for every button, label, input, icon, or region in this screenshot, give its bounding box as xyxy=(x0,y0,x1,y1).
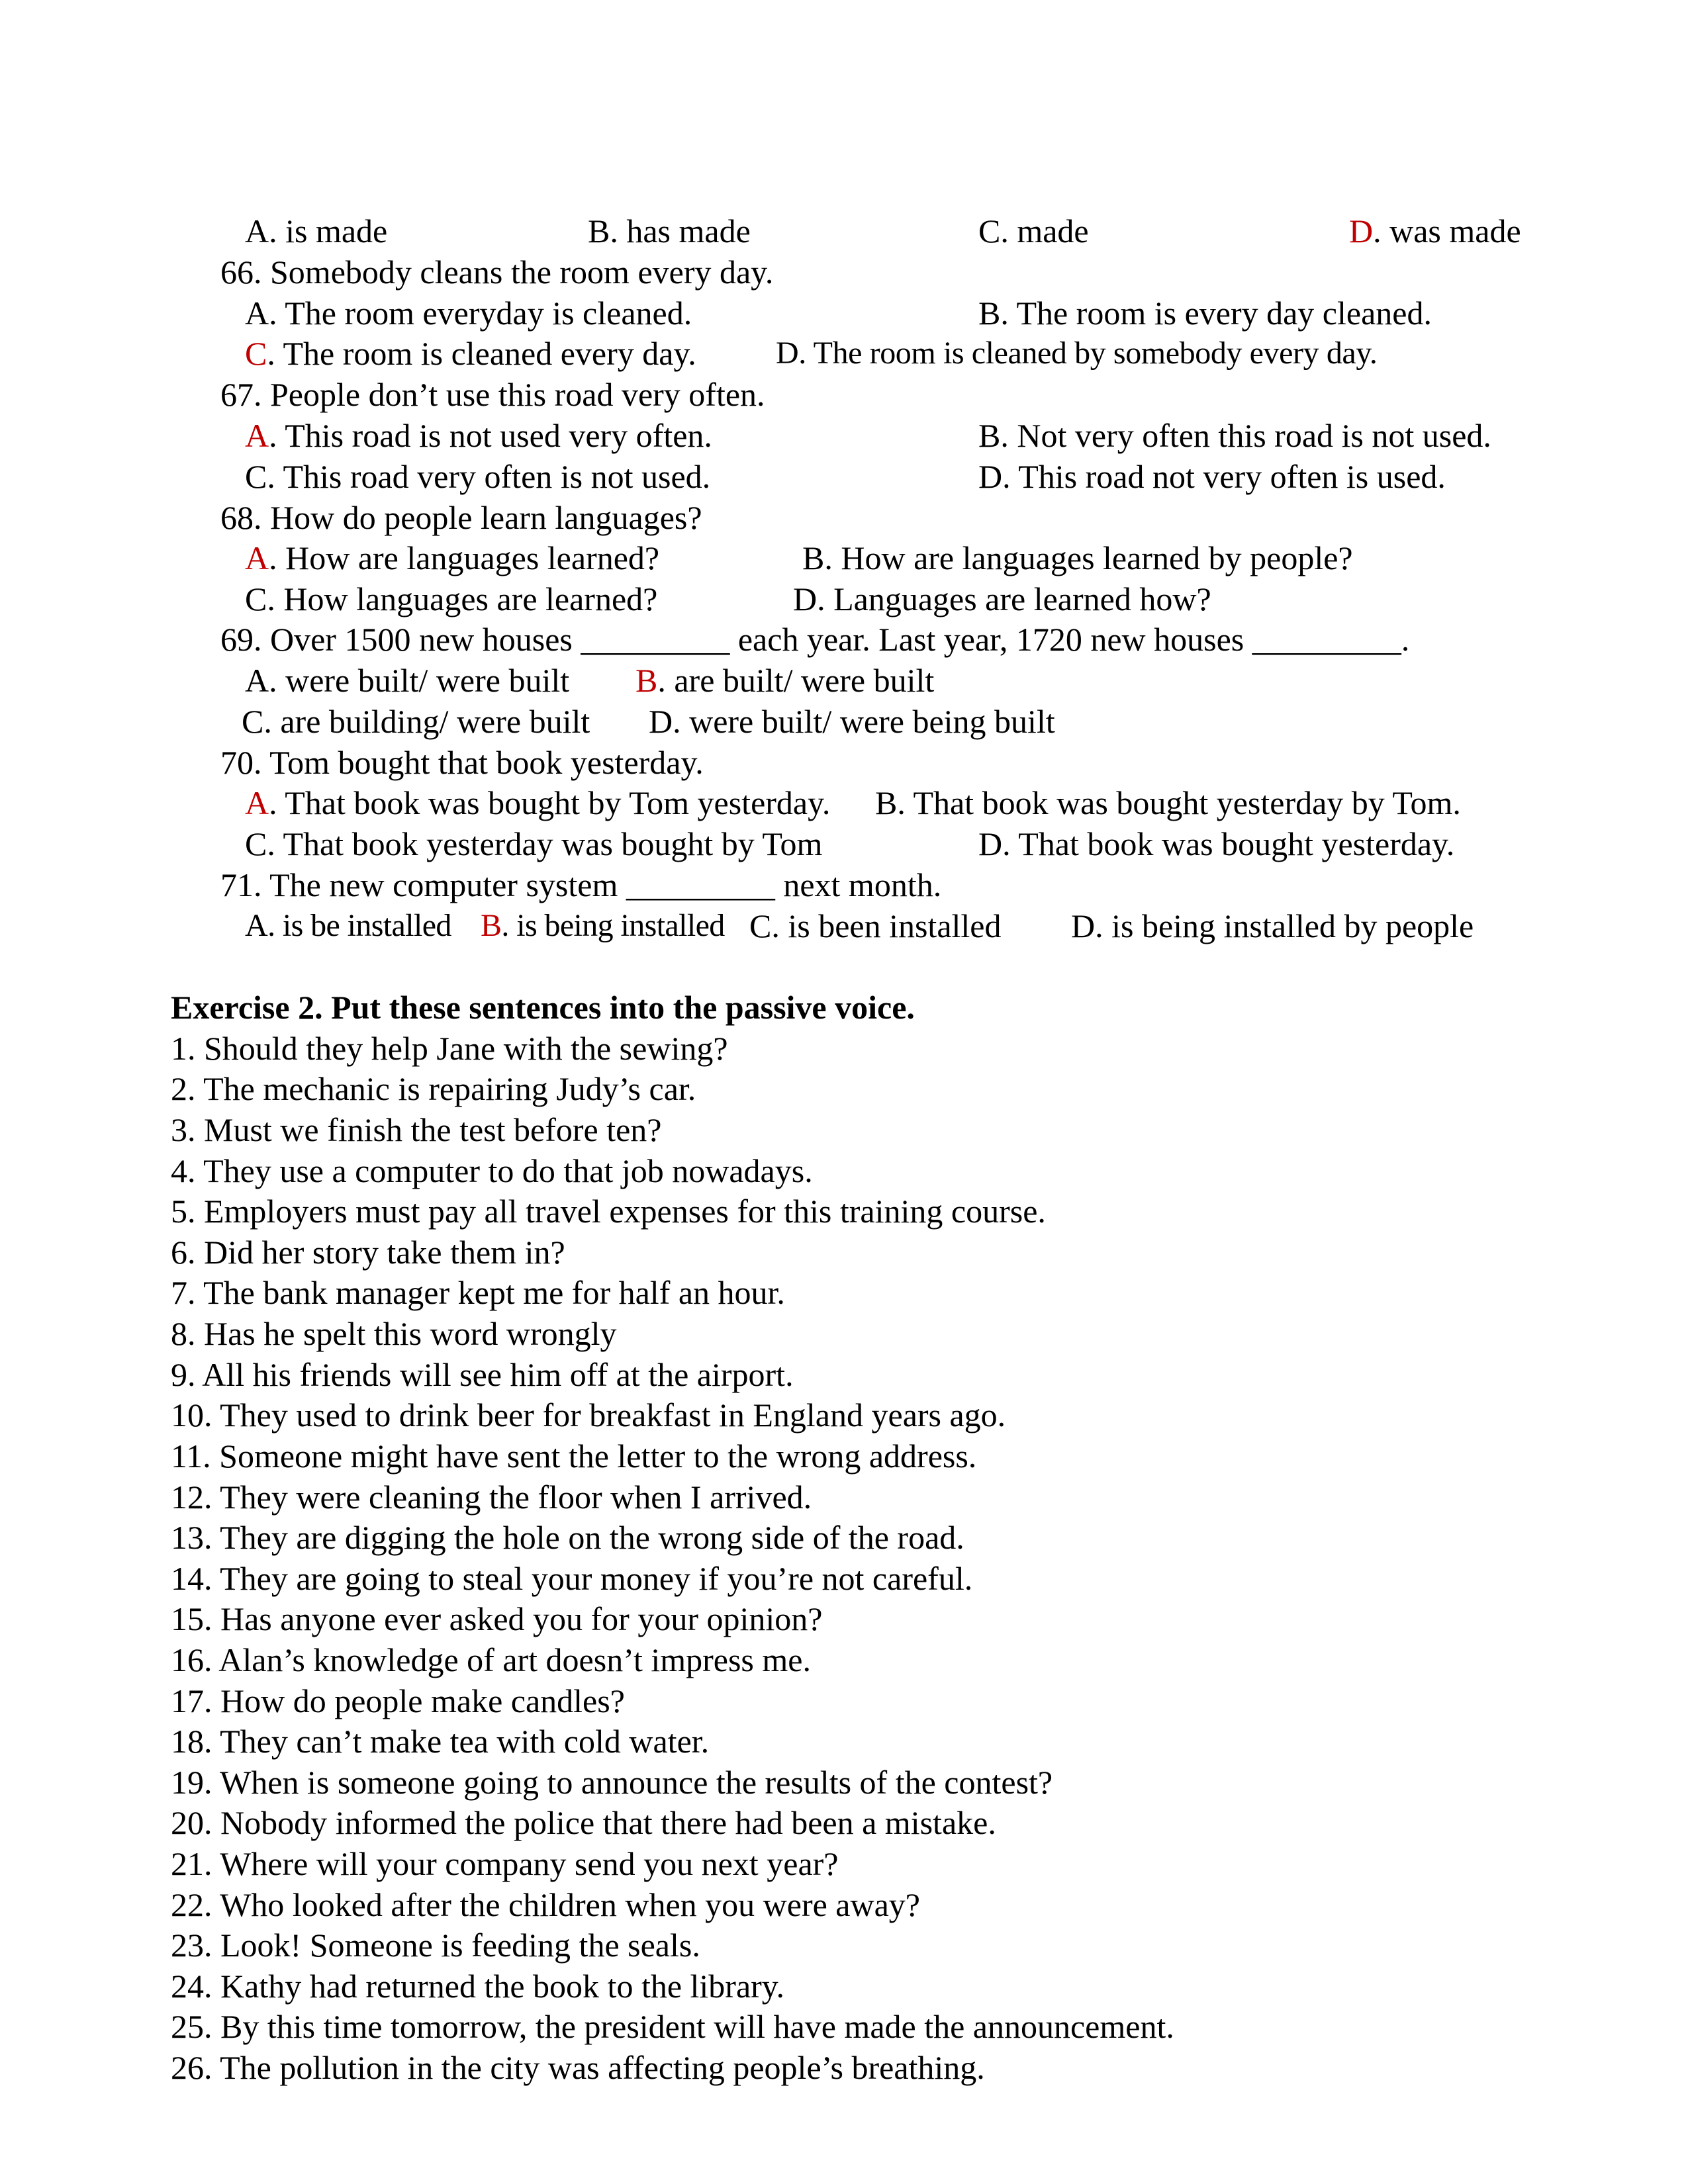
exercise-2-item: 18. They can’t make tea with cold water. xyxy=(171,1723,710,1760)
q68-option-d: D. Languages are learned how? xyxy=(793,580,1211,617)
exercise-2-item: 23. Look! Someone is feeding the seals. xyxy=(171,1927,700,1964)
exercise-2-item: 20. Nobody informed the police that there had been a mistake. xyxy=(171,1804,996,1841)
exercise-2-item: 14. They are going to steal your money if you’re not careful. xyxy=(171,1560,973,1597)
q67-answer-letter: A xyxy=(245,417,269,454)
q68-option-a: A. How are languages learned? xyxy=(245,539,660,576)
q70-option-d: D. That book was bought yesterday. xyxy=(978,825,1455,862)
q71-option-b: B. is being installed xyxy=(481,908,725,943)
q69-option-a: A. were built/ were built xyxy=(245,662,570,699)
q70-answer-letter: A xyxy=(245,784,269,821)
q65-option-d: D. was made xyxy=(1349,212,1521,250)
q67-option-d: D. This road not very often is used. xyxy=(978,458,1446,495)
exercise-2-item: 26. The pollution in the city was affecting people’s breathing. xyxy=(171,2049,985,2086)
q70-option-b: B. That book was bought yesterday by Tom. xyxy=(875,784,1461,821)
q67-option-a: A. This road is not used very often. xyxy=(245,417,712,454)
q65-option-a: A. is made xyxy=(245,212,388,250)
exercise-2-item: 19. When is someone going to announce the results of the contest? xyxy=(171,1764,1053,1801)
q71-option-d: D. is being installed by people xyxy=(1071,907,1474,944)
exercise-2-item: 15. Has anyone ever asked you for your opinion? xyxy=(171,1600,823,1637)
q67-option-b: B. Not very often this road is not used. xyxy=(978,417,1491,454)
exercise-2-item: 12. They were cleaning the floor when I arrived. xyxy=(171,1479,812,1516)
q66-option-d: D. The room is cleaned by somebody every day. xyxy=(776,336,1378,371)
q71-option-a: A. is be installed xyxy=(245,908,451,943)
q66-question: 66. Somebody cleans the room every day. xyxy=(220,253,774,291)
exercise-2-item: 24. Kathy had returned the book to the library. xyxy=(171,1968,785,2005)
exercise-2-item: 7. The bank manager kept me for half an hour. xyxy=(171,1274,785,1311)
q69-option-d: D. were built/ were being built xyxy=(649,703,1055,740)
exercise-2-item: 10. They used to drink beer for breakfast in England years ago. xyxy=(171,1396,1006,1433)
q68-option-c: C. How languages are learned? xyxy=(245,580,658,617)
q71-answer-letter: B xyxy=(481,908,502,943)
q69-question: 69. Over 1500 new houses _________ each year. Last year, 1720 new houses _________. xyxy=(220,621,1410,658)
q66-option-c: C. The room is cleaned every day. xyxy=(245,335,696,372)
q68-question: 68. How do people learn languages? xyxy=(220,499,702,536)
exercise-2-item: 25. By this time tomorrow, the president will have made the announcement. xyxy=(171,2008,1174,2045)
q70-option-c: C. That book yesterday was bought by Tom xyxy=(245,825,823,862)
exercise-2-item: 5. Employers must pay all travel expenses for this training course. xyxy=(171,1193,1046,1230)
q71-option-c: C. is been installed xyxy=(749,907,1002,944)
q65-answer-letter: D xyxy=(1349,212,1374,250)
exercise-2-item: 4. They use a computer to do that job nowadays. xyxy=(171,1152,813,1189)
exercise-2-item: 17. How do people make candles? xyxy=(171,1682,625,1719)
q67-option-c: C. This road very often is not used. xyxy=(245,458,711,495)
q68-option-b: B. How are languages learned by people? xyxy=(802,539,1353,576)
q70-question: 70. Tom bought that book yesterday. xyxy=(220,744,704,781)
exercise-2-item: 13. They are digging the hole on the wrong side of the road. xyxy=(171,1519,964,1556)
q67-question: 67. People don’t use this road very often. xyxy=(220,376,765,413)
exercise-2-item: 21. Where will your company send you next year? xyxy=(171,1845,839,1882)
exercise-2-item: 11. Someone might have sent the letter to the wrong address. xyxy=(171,1437,977,1475)
exercise-2-item: 9. All his friends will see him off at the airport. xyxy=(171,1356,794,1393)
exercise-2-item: 1. Should they help Jane with the sewing? xyxy=(171,1030,728,1067)
exercise-2-item: 16. Alan’s knowledge of art doesn’t impress me. xyxy=(171,1641,811,1678)
q65-option-b: B. has made xyxy=(588,212,751,250)
q71-question: 71. The new computer system _________ next month. xyxy=(220,866,942,903)
exercise-2-heading: Exercise 2. Put these sentences into the passive voice. xyxy=(171,989,915,1026)
exercise-2-item: 2. The mechanic is repairing Judy’s car. xyxy=(171,1070,696,1107)
q68-answer-letter: A xyxy=(245,539,269,576)
exercise-2-item: 22. Who looked after the children when you were away? xyxy=(171,1886,920,1923)
q65-option-c: C. made xyxy=(978,212,1089,250)
q69-option-b: B. are built/ were built xyxy=(635,662,935,699)
q66-answer-letter: C xyxy=(245,335,267,372)
q70-option-a: A. That book was bought by Tom yesterday. xyxy=(245,784,831,821)
q69-answer-letter: B xyxy=(635,662,658,699)
exercise-2-item: 3. Must we finish the test before ten? xyxy=(171,1111,662,1148)
exercise-2-item: 6. Did her story take them in? xyxy=(171,1234,565,1271)
q66-option-b: B. The room is every day cleaned. xyxy=(978,295,1432,332)
q66-option-a: A. The room everyday is cleaned. xyxy=(245,295,692,332)
q69-option-c: C. are building/ were built xyxy=(242,703,590,740)
exercise-2-item: 8. Has he spelt this word wrongly xyxy=(171,1315,617,1352)
